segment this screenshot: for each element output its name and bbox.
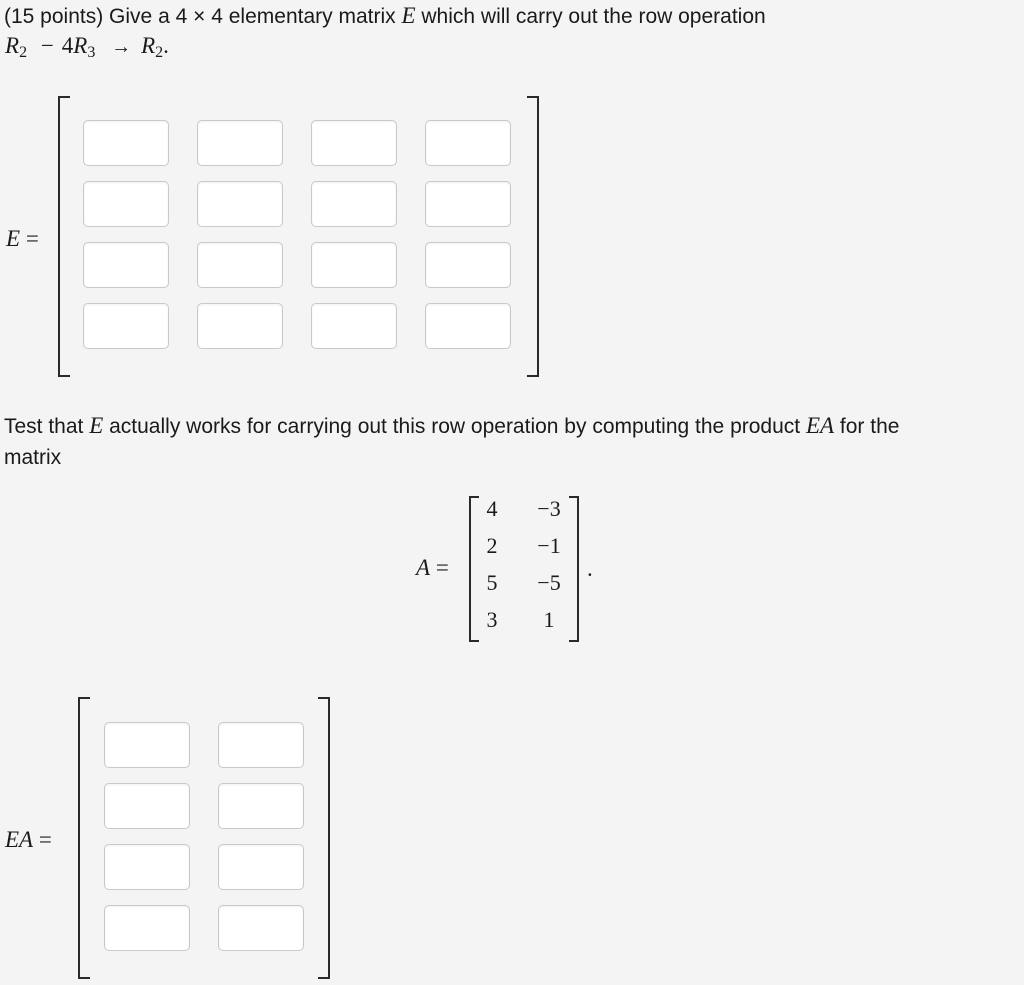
op-coef: 4 xyxy=(61,33,74,58)
e-matrix-entry-r1-c1[interactable] xyxy=(83,120,169,166)
ea-matrix-entry-r1-c1[interactable] xyxy=(104,722,190,768)
e-matrix-entry-r2-c2[interactable] xyxy=(197,181,283,227)
op-arrow: → xyxy=(111,36,132,58)
row-operation xyxy=(5,33,169,62)
a-matrix-period: . xyxy=(587,556,593,581)
ea-matrix-entry-r2-c1[interactable] xyxy=(104,783,190,829)
e-matrix-entry-r2-c1[interactable] xyxy=(83,181,169,227)
ea-matrix-entry-r2-c2[interactable] xyxy=(218,783,304,829)
e-matrix-entry-r3-c1[interactable] xyxy=(83,242,169,288)
op-minus: − xyxy=(40,33,54,58)
ea-matrix-entry-r4-c2[interactable] xyxy=(218,905,304,951)
points-label: (15 points) xyxy=(4,5,104,28)
e-matrix-entry-r3-c3[interactable] xyxy=(311,242,397,288)
ea-matrix-entry-r3-c2[interactable] xyxy=(218,844,304,890)
e-matrix-entry-r2-c4[interactable] xyxy=(425,181,511,227)
ea-matrix-left-bracket xyxy=(78,697,90,979)
op-target: $R_2$ xyxy=(141,33,164,61)
dim-cols: 4 xyxy=(211,5,223,28)
a-matrix-cell-r3-c2: −5 xyxy=(537,570,561,595)
var-ea: EA xyxy=(805,413,835,438)
question-text-pre: Give a xyxy=(103,5,176,28)
e-matrix-left-bracket xyxy=(58,96,70,377)
e-matrix-entry-r3-c2[interactable] xyxy=(197,242,283,288)
question-text-post: which will carry out the row operation xyxy=(415,5,766,28)
a-matrix-cell-r1-c1: 4 xyxy=(486,496,498,521)
test-line-2: matrix xyxy=(4,446,62,469)
a-matrix-cell-r4-c2: 1 xyxy=(543,607,555,632)
a-matrix-cell-r2-c1: 2 xyxy=(486,533,498,558)
dim-rows: 4 xyxy=(175,5,188,28)
e-matrix-entry-r4-c4[interactable] xyxy=(425,303,511,349)
e-matrix-entry-r4-c1[interactable] xyxy=(83,303,169,349)
op-period: . xyxy=(163,33,169,58)
question-line-1 xyxy=(4,3,766,29)
e-matrix-right-bracket xyxy=(527,96,539,377)
op-r3: $R_3$ xyxy=(73,33,96,61)
e-matrix-entry-r1-c3[interactable] xyxy=(311,120,397,166)
var-e: E xyxy=(401,3,416,28)
e-matrix-entry-r2-c3[interactable] xyxy=(311,181,397,227)
e-matrix-label: E = xyxy=(6,226,39,251)
ea-matrix-entry-r4-c1[interactable] xyxy=(104,905,190,951)
question-text-mid: elementary matrix xyxy=(222,5,402,28)
e-matrix-entry-r1-c4[interactable] xyxy=(425,120,511,166)
a-matrix-cell-r2-c2: −1 xyxy=(537,533,561,558)
a-matrix-label: A = xyxy=(416,555,449,580)
ea-matrix-entry-r1-c2[interactable] xyxy=(218,722,304,768)
e-matrix-entry-r3-c4[interactable] xyxy=(425,242,511,288)
ea-matrix-right-bracket xyxy=(318,697,330,979)
op-r2: $R_2$ xyxy=(5,33,28,61)
a-matrix-cell-r4-c1: 3 xyxy=(486,607,498,632)
e-matrix-entry-r1-c2[interactable] xyxy=(197,120,283,166)
ea-matrix-entry-r3-c1[interactable] xyxy=(104,844,190,890)
a-matrix-cell-r1-c2: −3 xyxy=(537,496,561,521)
e-matrix-entry-r4-c2[interactable] xyxy=(197,303,283,349)
ea-matrix-label: EA = xyxy=(5,827,52,852)
times-symbol: × xyxy=(193,5,206,28)
e-matrix-entry-r4-c3[interactable] xyxy=(311,303,397,349)
test-line-1: Test that E actually works for carrying out this row operation by computing the product EA for the xyxy=(4,413,900,438)
var-e-2: E xyxy=(89,413,104,438)
a-matrix-cell-r3-c1: 5 xyxy=(486,570,498,595)
